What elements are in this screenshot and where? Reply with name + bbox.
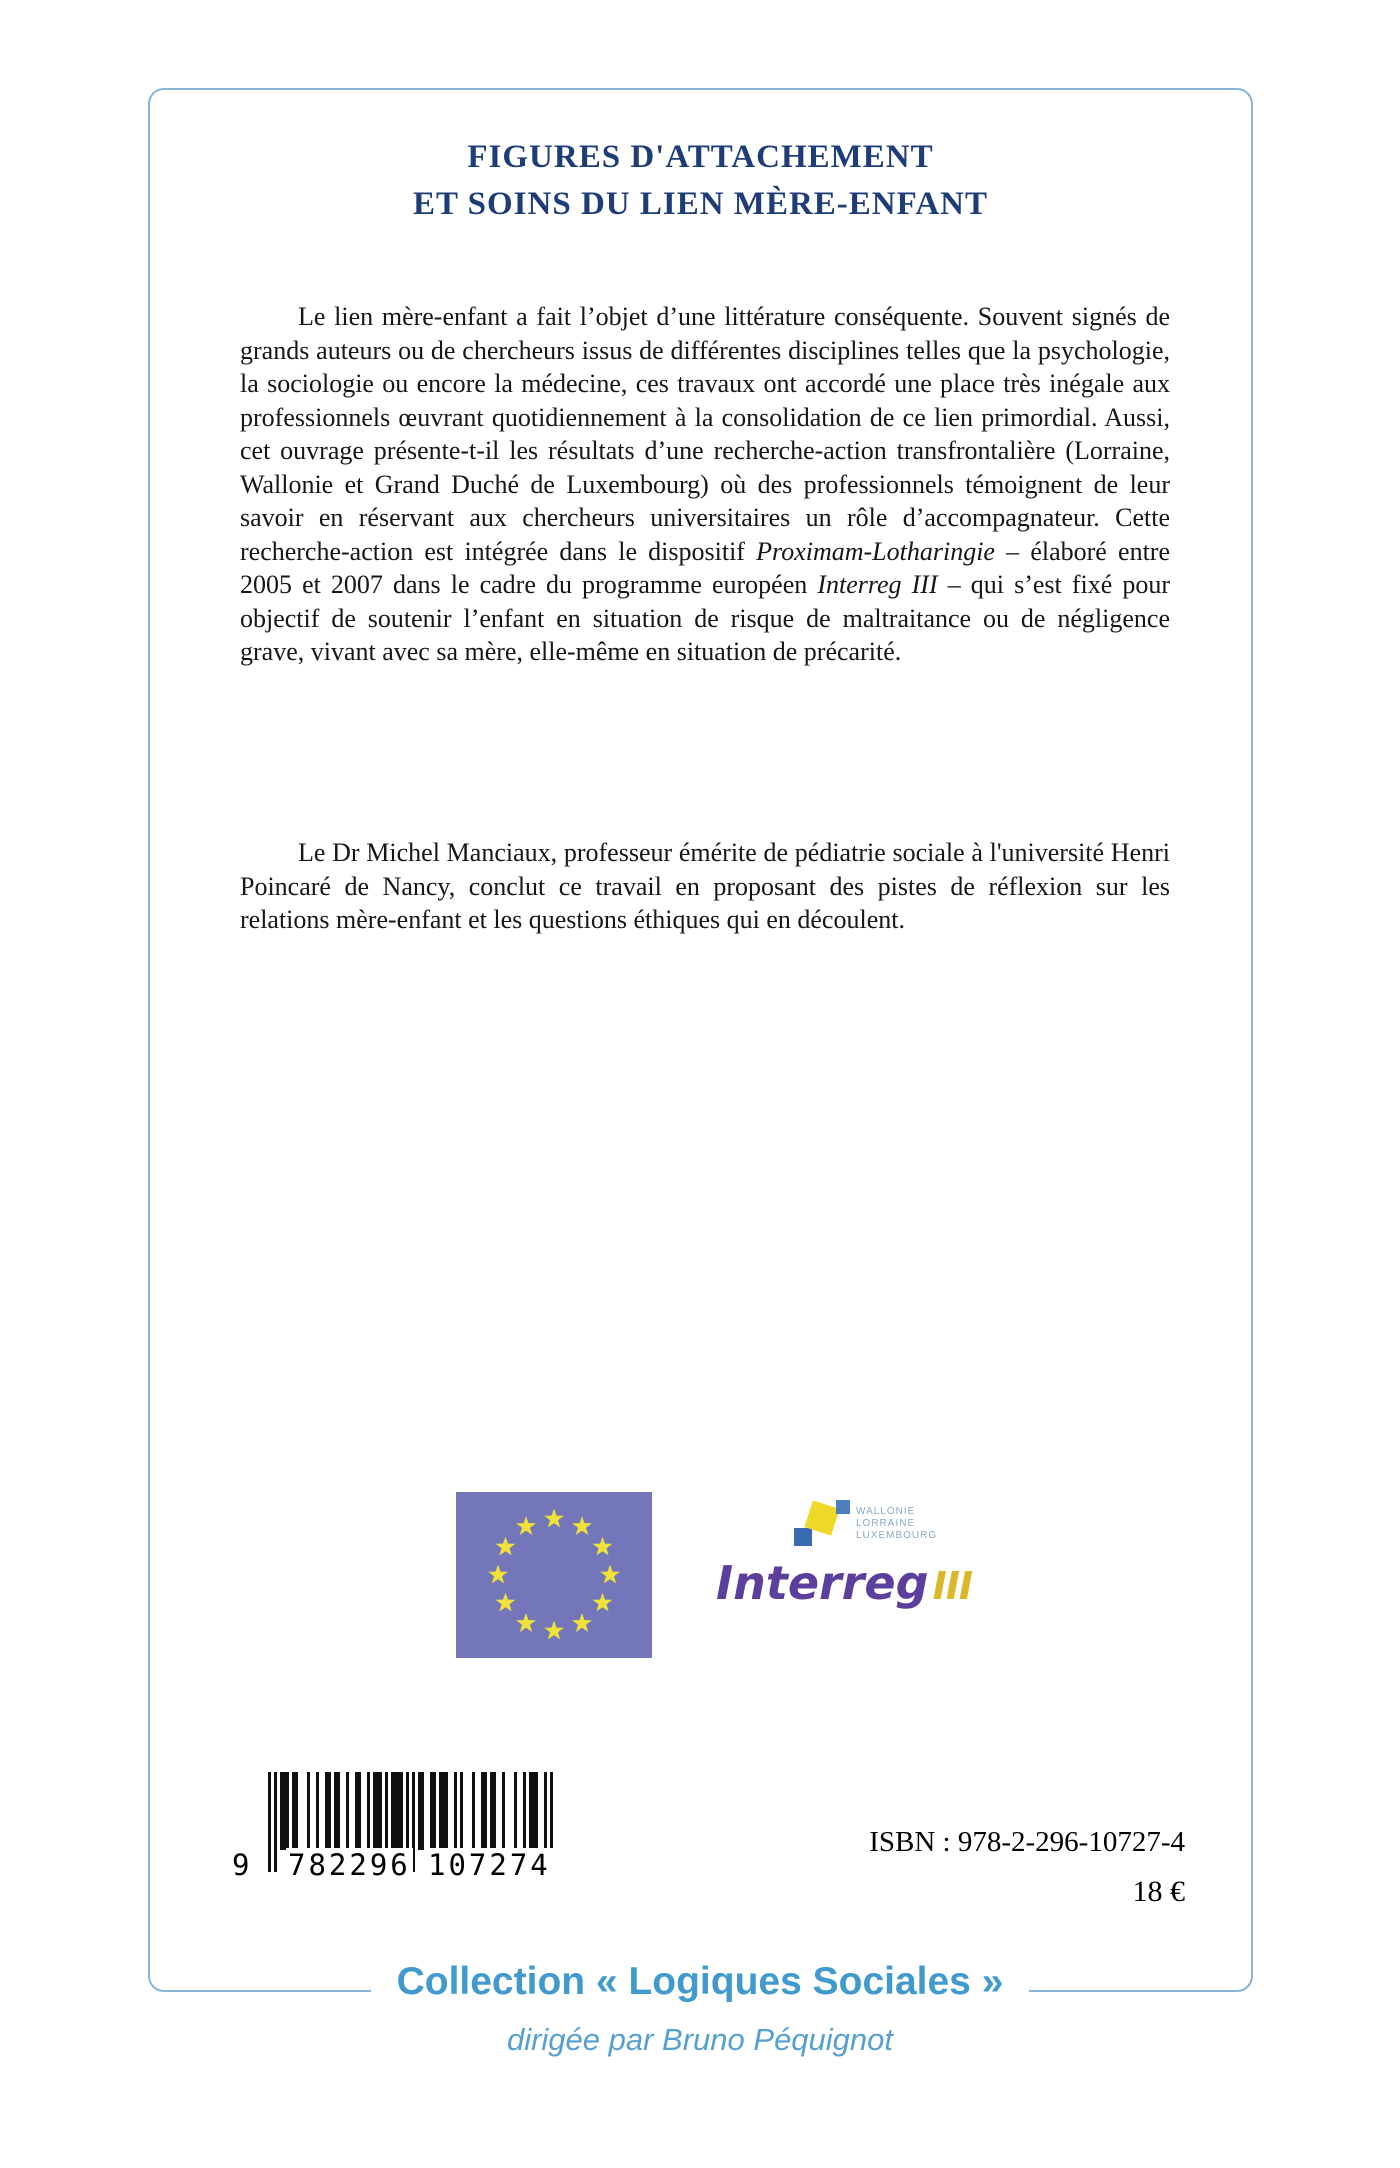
european-union-flag-icon <box>456 1492 652 1658</box>
summary-text-part3: – qui s’est fixé pour objectif de soutenir l’enfant en situation de risque de maltraitance ou de négligence grave, vivant avec sa mère, elle-même en situation de précarité. <box>240 570 1170 666</box>
barcode-digit-first: 9 <box>232 1848 253 1882</box>
author-paragraph <box>240 836 1170 937</box>
eu-flag-svg <box>456 1492 652 1658</box>
collection-director: dirigée par Bruno Péquignot <box>506 2022 894 2057</box>
price-text: 18 € <box>1132 1875 1185 1908</box>
collection-title-text: Collection « Logiques Sociales » <box>371 1960 1030 2003</box>
interreg-iii-logo <box>716 1498 996 1628</box>
region-wallonie: WALLONIE <box>856 1506 916 1517</box>
barcode-digit-group1: 782296 <box>288 1848 411 1882</box>
interreg-name-text: Interreg <box>716 1556 929 1610</box>
barcode-digit-group2: 107274 <box>428 1848 551 1882</box>
author-text: Le Dr Michel Manciaux, professeur émérite de pédiatrie sociale à l'université Henri Poincaré de Nancy, conclut ce travail en proposant des pistes de réflexion sur les relations mère-enfant et les questions éthiques qui en découlent. <box>240 838 1170 934</box>
interreg-region-names <box>856 1498 937 1542</box>
interreg-mark-blue-square <box>794 1528 812 1546</box>
interreg-logo-top <box>792 1498 996 1558</box>
title-line-2: ET SOINS DU LIEN MÈRE-ENFANT <box>412 186 989 222</box>
interreg-iii-italic: Interreg III <box>817 570 938 599</box>
interreg-numeral-text: III <box>932 1564 972 1608</box>
interreg-mark-small-blue-square <box>836 1500 850 1514</box>
summary-text <box>240 300 1170 669</box>
page-title <box>148 134 1253 228</box>
region-lorraine: LORRAINE <box>856 1518 916 1529</box>
summary-paragraph <box>240 300 1170 669</box>
region-luxembourg: LUXEMBOURG <box>856 1530 938 1541</box>
collection-title <box>0 1960 1400 2004</box>
ean13-barcode <box>230 1772 570 1890</box>
interreg-wordmark <box>716 1556 996 1610</box>
isbn-text: ISBN : 978-2-296-10727-4 <box>869 1826 1185 1858</box>
interreg-mark-icon <box>792 1498 856 1556</box>
summary-text-part2: – élaboré entre 2005 et 2007 dans le cadre du programme européen <box>240 536 1170 599</box>
title-line-1: FIGURES D'ATTACHEMENT <box>467 139 934 175</box>
isbn-price-block <box>869 1826 1185 1909</box>
summary-text-part1: Le lien mère-enfant a fait l’objet d’une littérature conséquente. Souvent signés de grands auteurs ou de chercheurs issus de différentes disciplines telles que la psychologie, la sociologie ou encore la médecine, ces travaux ont accordé une place très inégale aux professionnels œuvrant quotidiennement à la consolidation de ce lien primordial. Aussi, cet ouvrage présente-t-il les résultats d’une recherche-action transfrontalière (Lorraine, Wallonie et Grand Duché de Luxembourg) où des professionnels témoignent de leur savoir en réservant aux chercheurs universitaires un rôle d’accompagnateur. Cette recherche-action est intégrée dans le dispositif <box>240 302 1170 566</box>
proximam-lotharingie-italic: Proximam-Lotharingie <box>756 536 995 566</box>
